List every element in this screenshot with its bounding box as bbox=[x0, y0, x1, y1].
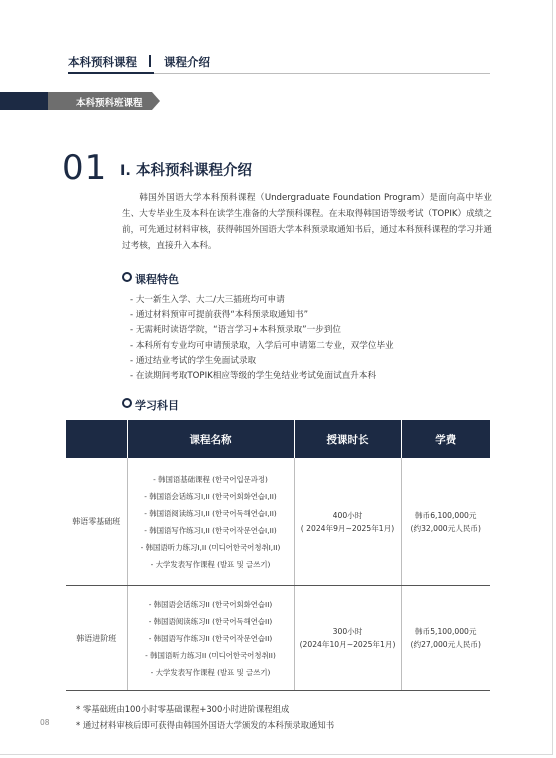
list-item: - 本科所有专业均可申请预录取，入学后可申请第二专业，双学位毕业 bbox=[130, 340, 394, 351]
course-list bbox=[127, 458, 294, 586]
features-heading bbox=[122, 271, 179, 287]
section-number: 01 bbox=[62, 148, 108, 188]
subjects-heading-text: 学习科目 bbox=[135, 399, 179, 412]
table-row bbox=[66, 458, 490, 586]
class-name: 韩语进阶班 bbox=[66, 586, 127, 691]
header-section-name: 本科预科课程 bbox=[68, 55, 137, 69]
list-item: - 通过材料预审可提前获得“本科预录取通知书” bbox=[130, 310, 309, 321]
course-item: - 韩国语听力练习I,II (미디어한국어청취I,II) bbox=[140, 542, 281, 552]
fee-cny: (约32,000元人民币) bbox=[410, 523, 481, 533]
list-item: - 大一新生入学、大二/大三插班均可申请 bbox=[130, 295, 285, 305]
hours-cell bbox=[294, 458, 401, 586]
circle-bullet-icon bbox=[122, 398, 132, 408]
header-hours: 授课时长 bbox=[294, 420, 401, 458]
features-heading-text: 课程特色 bbox=[135, 273, 179, 286]
course-item: - 韩国语会话练习I,II (한국어회화연습I,II) bbox=[144, 491, 277, 501]
header-blank bbox=[66, 420, 127, 458]
hours-period: ( 2024年9月~2025年1月) bbox=[300, 523, 395, 533]
footnote: * 通过材料审核后即可获得由韩国外国语大学颁发的本科预录取通知书 bbox=[76, 720, 335, 730]
hours-total: 300小时 bbox=[332, 627, 363, 636]
fee-krw: 韩币5,100,000元 bbox=[415, 627, 477, 636]
hours-total: 400小时 bbox=[332, 510, 363, 520]
band-label: 本科预科班课程 bbox=[76, 98, 143, 109]
header-separator bbox=[149, 55, 151, 67]
section-intro: 韩国外国语大学本科预科课程（Undergraduate Foundation Program）是面向高中毕业生、大专毕业生及本科在读学生准备的大学预科课程。在未取得韩国语等级考试（TOPIK）成绩之前，可先通过材料审核，获得韩国外国语大学本科预录取通知书后，通过本科预科课程的学习并通过考核，直接升入本科。 bbox=[122, 193, 492, 251]
fee-cell bbox=[401, 458, 490, 586]
header-course-name: 课程名称 bbox=[127, 420, 294, 458]
fee-cny: (约27,000元人民币) bbox=[410, 640, 481, 649]
subjects-table bbox=[66, 420, 490, 691]
class-name: 韩语零基础班 bbox=[66, 458, 127, 586]
header-fee: 学费 bbox=[401, 420, 490, 458]
course-list bbox=[127, 586, 294, 691]
band-accent bbox=[0, 92, 48, 110]
course-item: - 韩国语写作练习II (한국어작문연습II) bbox=[148, 633, 273, 643]
header-rule-accent bbox=[68, 72, 154, 74]
page-header bbox=[68, 54, 490, 74]
course-item: - 韩国语听力练习II (미디어한국어청취II) bbox=[145, 650, 276, 660]
list-item: - 在读期间考取TOPIK相应等级的学生免结业考试免面试直升本科 bbox=[130, 371, 377, 382]
course-item: - 韩国语基础课程 (한국어입문과정) bbox=[153, 474, 268, 484]
course-item: - 韩国语会话练习II (한국어회화연습II) bbox=[148, 599, 273, 609]
list-item: - 无需耗时读语学院，“语言学习+本科预录取”一步到位 bbox=[130, 325, 342, 336]
header-page-name: 课程介绍 bbox=[164, 55, 210, 69]
course-item: - 大学发表写作课程 (발표 및 글쓰기) bbox=[150, 667, 271, 677]
section-title: I. 本科预科课程介绍 bbox=[120, 163, 252, 179]
subjects-heading bbox=[122, 397, 179, 413]
circle-bullet-icon bbox=[122, 272, 132, 282]
table-row bbox=[66, 586, 490, 691]
course-item: - 韩国语阅读练习II (한국어독해연습II) bbox=[148, 616, 273, 626]
page-number: 08 bbox=[40, 718, 50, 727]
features-list bbox=[130, 293, 394, 384]
fee-cell bbox=[401, 586, 490, 691]
hours-period: (2024年10月~2025年1月) bbox=[299, 640, 396, 649]
course-item: - 韩国语阅读练习I,II (한국어독해연습I,II) bbox=[144, 508, 277, 518]
table-header-row bbox=[66, 420, 490, 458]
footnote: * 零基础班由100小时零基础课程+300小时进阶课程组成 bbox=[76, 704, 290, 714]
course-item: - 韩国语写作练习I,II (한국어작문연습I,II) bbox=[144, 525, 277, 535]
course-item: - 大学发表写作课程 (발표 및 글쓰기) bbox=[150, 559, 271, 569]
list-item: - 通过结业考试的学生免面试录取 bbox=[130, 355, 257, 366]
fee-krw: 韩币6,100,000元 bbox=[415, 510, 477, 520]
hours-cell bbox=[294, 586, 401, 691]
